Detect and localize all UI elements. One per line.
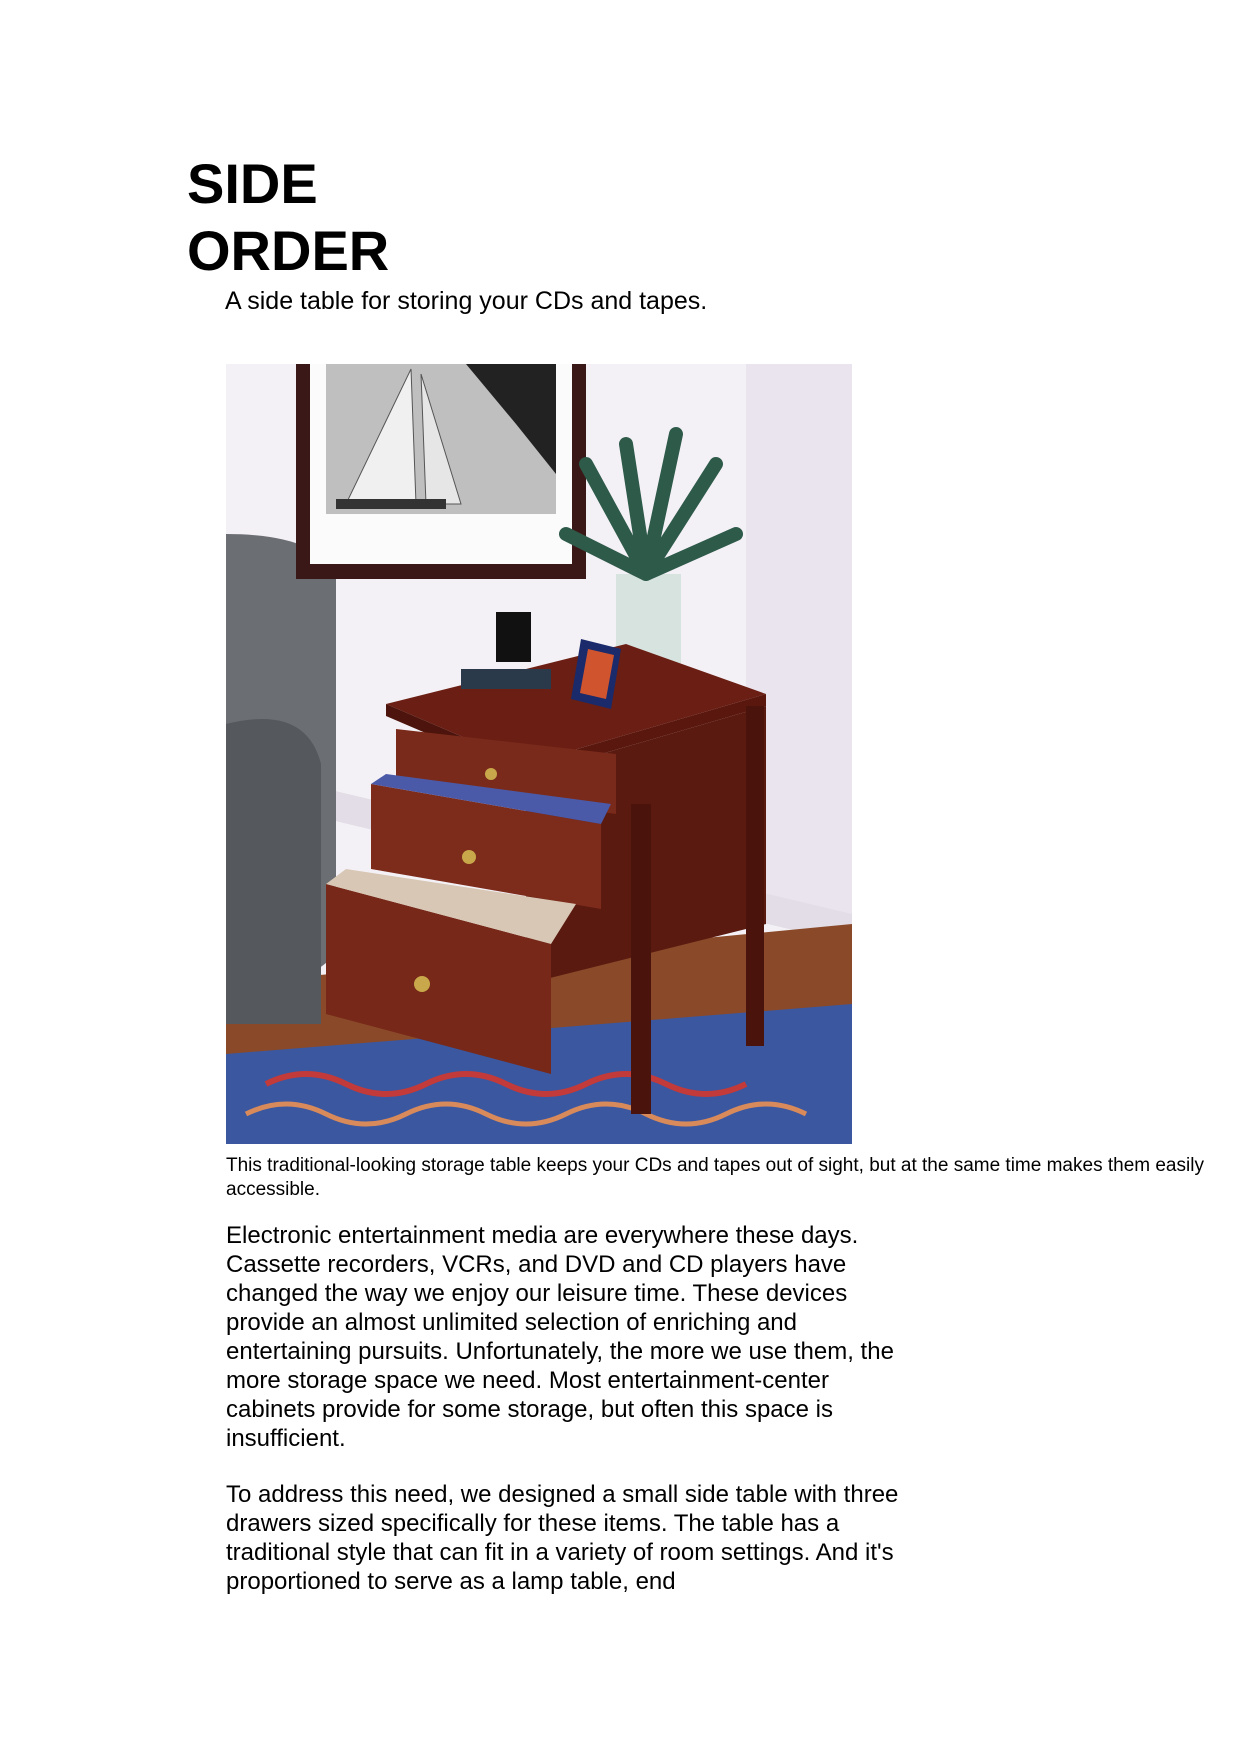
article-subtitle: A side table for storing your CDs and tapes. [225, 287, 708, 315]
body-paragraph-2: To address this need, we designed a small side table with three drawers sized specifically for these items. The table has a traditional style that can fit in a variety of room settings. And it's proportioned to serve as a lamp table, end [226, 1481, 899, 1595]
title-line-1: SIDE [187, 152, 318, 215]
article-title [187, 150, 389, 284]
product-photo [226, 364, 852, 1144]
photo-caption: This traditional-looking storage table keeps your CDs and tapes out of sight, but at the same time makes them easily accessible. [226, 1155, 1204, 1200]
body-paragraph-1: Electronic entertainment media are everywhere these days. Cassette recorders, VCRs, and DVD and CD players have changed the way we enjoy our leisure time. These devices provide an almost unlimited selection of enriching and entertaining pursuits. Unfortunately, the more we use them, the more storage space we need. Most entertainment-center cabinets provide for some storage, but often this space is insufficient. [226, 1222, 894, 1452]
title-line-2: ORDER [187, 219, 390, 282]
